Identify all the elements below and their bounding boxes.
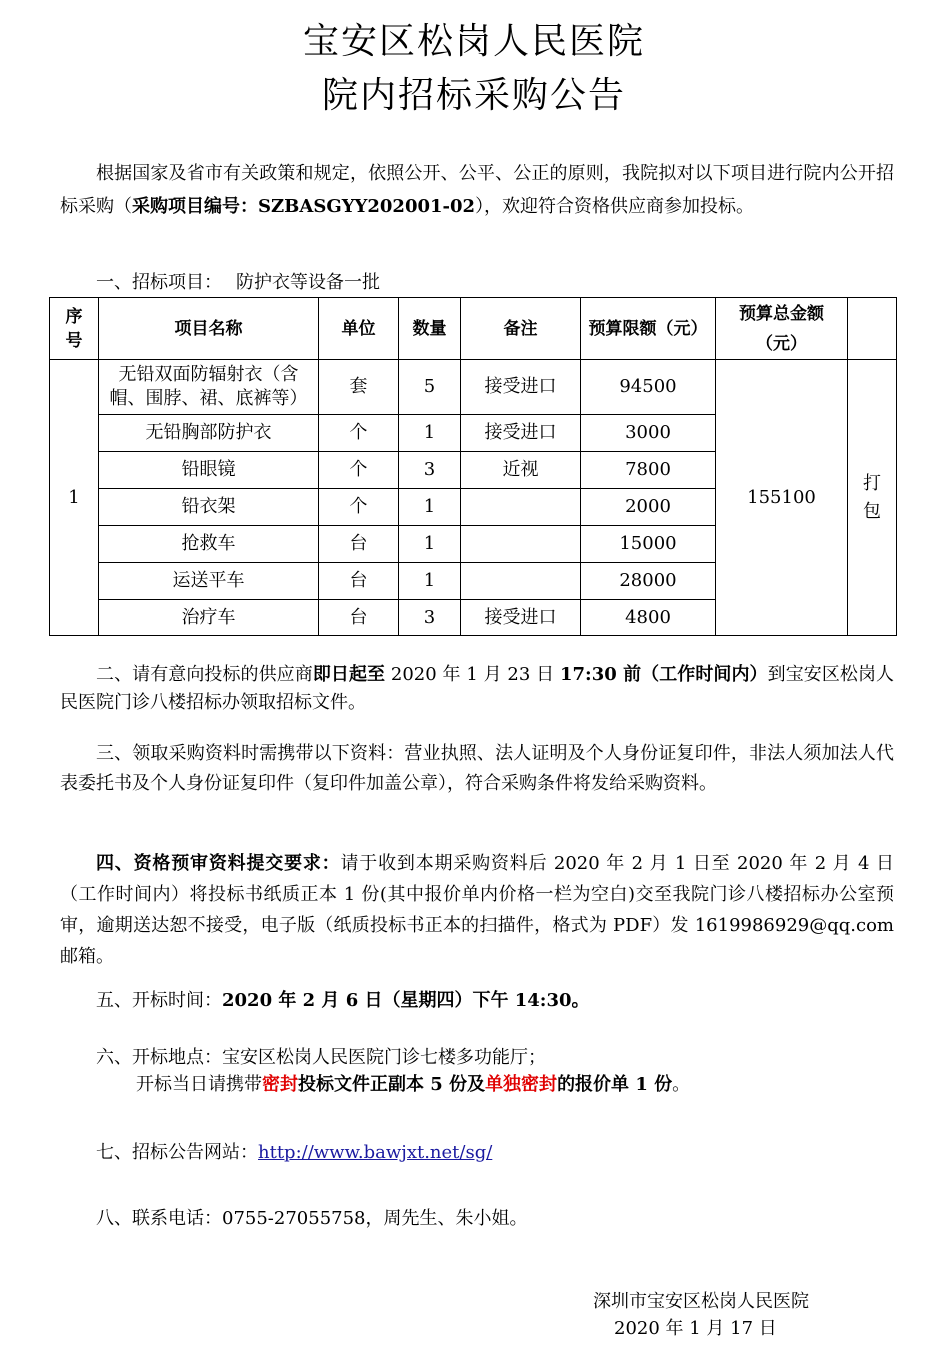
cell-qty: 5 bbox=[399, 360, 461, 415]
cell-name: 运送平车 bbox=[99, 563, 319, 600]
cell-note: 接受进口 bbox=[461, 600, 581, 636]
cell-name: 无铅胸部防护衣 bbox=[99, 415, 319, 452]
header-total: 预算总金额（元） bbox=[716, 298, 848, 360]
cell-total: 155100 bbox=[716, 360, 848, 636]
section-8 bbox=[60, 1202, 894, 1235]
header-seq: 序号 bbox=[50, 298, 99, 360]
header-qty: 数量 bbox=[399, 298, 461, 360]
section-4 bbox=[60, 848, 894, 972]
cell-pack: 打包 bbox=[848, 360, 897, 636]
cell-note bbox=[461, 526, 581, 563]
section-3 bbox=[60, 739, 894, 799]
section-2-text: 二、请有意向投标的供应商 bbox=[96, 664, 313, 685]
section-2 bbox=[60, 661, 894, 717]
cell-budget: 94500 bbox=[581, 360, 716, 415]
cell-unit: 台 bbox=[319, 563, 399, 600]
cell-budget: 4800 bbox=[581, 600, 716, 636]
section-2-bold-start: 即日起至 bbox=[312, 664, 386, 685]
cell-unit: 台 bbox=[319, 526, 399, 563]
signature-date: 2020 年 1 月 17 日 bbox=[614, 1318, 777, 1339]
section-8-text: 八、联系电话：0755-27055758，周先生、朱小姐。 bbox=[96, 1208, 528, 1229]
cell-name: 抢救车 bbox=[99, 526, 319, 563]
section-2-bold-deadline: 17:30 前（工作时间内） bbox=[560, 664, 768, 685]
section-5 bbox=[60, 984, 894, 1017]
title-hospital: 宝安区松岗人民医院 bbox=[302, 21, 645, 62]
cell-unit: 个 bbox=[319, 452, 399, 489]
section-4-label: 四、资格预审资料提交要求： bbox=[96, 853, 341, 874]
section-5-label: 五、开标时间： bbox=[96, 990, 222, 1011]
table-header-row bbox=[50, 298, 897, 360]
intro-paragraph bbox=[60, 157, 894, 223]
cell-budget: 3000 bbox=[581, 415, 716, 452]
intro-text-end: ），欢迎符合资格供应商参加投标。 bbox=[475, 196, 755, 217]
cell-name: 铅眼镜 bbox=[99, 452, 319, 489]
section-6-text: 开标当日请携带 bbox=[136, 1074, 262, 1095]
cell-unit: 个 bbox=[319, 415, 399, 452]
section-5-time: 2020 年 2 月 6 日（星期四）下午 14:30。 bbox=[222, 990, 590, 1011]
section-6-end: 。 bbox=[672, 1074, 691, 1095]
cell-name: 治疗车 bbox=[99, 600, 319, 636]
sealed-red-1: 密封 bbox=[262, 1074, 298, 1095]
table-row bbox=[50, 360, 897, 415]
cell-qty: 3 bbox=[399, 452, 461, 489]
cell-qty: 1 bbox=[399, 415, 461, 452]
cell-qty: 1 bbox=[399, 526, 461, 563]
cell-unit: 个 bbox=[319, 489, 399, 526]
cell-note: 近视 bbox=[461, 452, 581, 489]
section-1-label: 一、招标项目： bbox=[96, 272, 222, 293]
section-2-text-end: 到宝安区松岗人民医院门诊八楼招标办领取招标文件。 bbox=[60, 664, 895, 713]
cell-qty: 1 bbox=[399, 489, 461, 526]
section-7 bbox=[60, 1136, 894, 1169]
sealed-red-2: 单独密封 bbox=[485, 1074, 558, 1095]
section-3-text: 三、领取采购资料时需携带以下资料：营业执照、法人证明及个人身份证复印件，非法人须加法人代表委托书及个人身份证复印件（复印件加盖公章），符合采购条件将发给采购资料。 bbox=[60, 743, 894, 794]
cell-note bbox=[461, 489, 581, 526]
section-7-label: 七、招标公告网站： bbox=[96, 1142, 258, 1163]
project-number: 采购项目编号：SZBASGYY202001-02 bbox=[132, 196, 476, 217]
section-6-bold-1: 投标文件正副本 5 份及 bbox=[298, 1074, 486, 1095]
procurement-table bbox=[49, 297, 897, 636]
cell-seq: 1 bbox=[50, 360, 99, 636]
cell-note: 接受进口 bbox=[461, 360, 581, 415]
website-link[interactable]: http://www.bawjxt.net/sg/ bbox=[258, 1142, 493, 1163]
cell-unit: 台 bbox=[319, 600, 399, 636]
section-1 bbox=[60, 268, 894, 298]
section-1-value: 防护衣等设备一批 bbox=[236, 272, 380, 293]
cell-note bbox=[461, 563, 581, 600]
cell-name: 铅衣架 bbox=[99, 489, 319, 526]
title-notice: 院内招标采购公告 bbox=[321, 75, 626, 116]
section-6-line2 bbox=[60, 1068, 894, 1101]
header-unit: 单位 bbox=[319, 298, 399, 360]
header-note: 备注 bbox=[461, 298, 581, 360]
cell-qty: 3 bbox=[399, 600, 461, 636]
header-name: 项目名称 bbox=[99, 298, 319, 360]
cell-note: 接受进口 bbox=[461, 415, 581, 452]
header-budget: 预算限额（元） bbox=[581, 298, 716, 360]
section-6-bold-2: 的报价单 1 份 bbox=[557, 1074, 673, 1095]
intro-text: 根据国家及省市有关政策和规定，依照公开、公平、公正的原则，我院拟对以下项目进行院内公开招标采购（ bbox=[60, 163, 894, 217]
cell-budget: 15000 bbox=[581, 526, 716, 563]
cell-budget: 28000 bbox=[581, 563, 716, 600]
cell-name: 无铅双面防辐射衣（含帽、围脖、裙、底裤等） bbox=[99, 360, 319, 415]
signature-org: 深圳市宝安区松岗人民医院 bbox=[593, 1291, 809, 1312]
section-4-text: 请于收到本期采购资料后 2020 年 2 月 1 日至 2020 年 2 月 4 日（工作时间内）将投标书纸质正本 1 份(其中报价单内价格一栏为空白)交至我院门诊八楼招标办公室预审，逾期送达恕不接受，电子版（纸质投标书正本的扫描件，格式为 PDF）发 1619986929@qq.com 邮箱。 bbox=[60, 853, 894, 967]
cell-budget: 7800 bbox=[581, 452, 716, 489]
header-extra bbox=[848, 298, 897, 360]
cell-qty: 1 bbox=[399, 563, 461, 600]
cell-unit: 套 bbox=[319, 360, 399, 415]
section-6-line1: 六、开标地点：宝安区松岗人民医院门诊七楼多功能厅； bbox=[96, 1047, 546, 1068]
section-2-date: 2020 年 1 月 23 日 bbox=[385, 664, 560, 685]
cell-budget: 2000 bbox=[581, 489, 716, 526]
